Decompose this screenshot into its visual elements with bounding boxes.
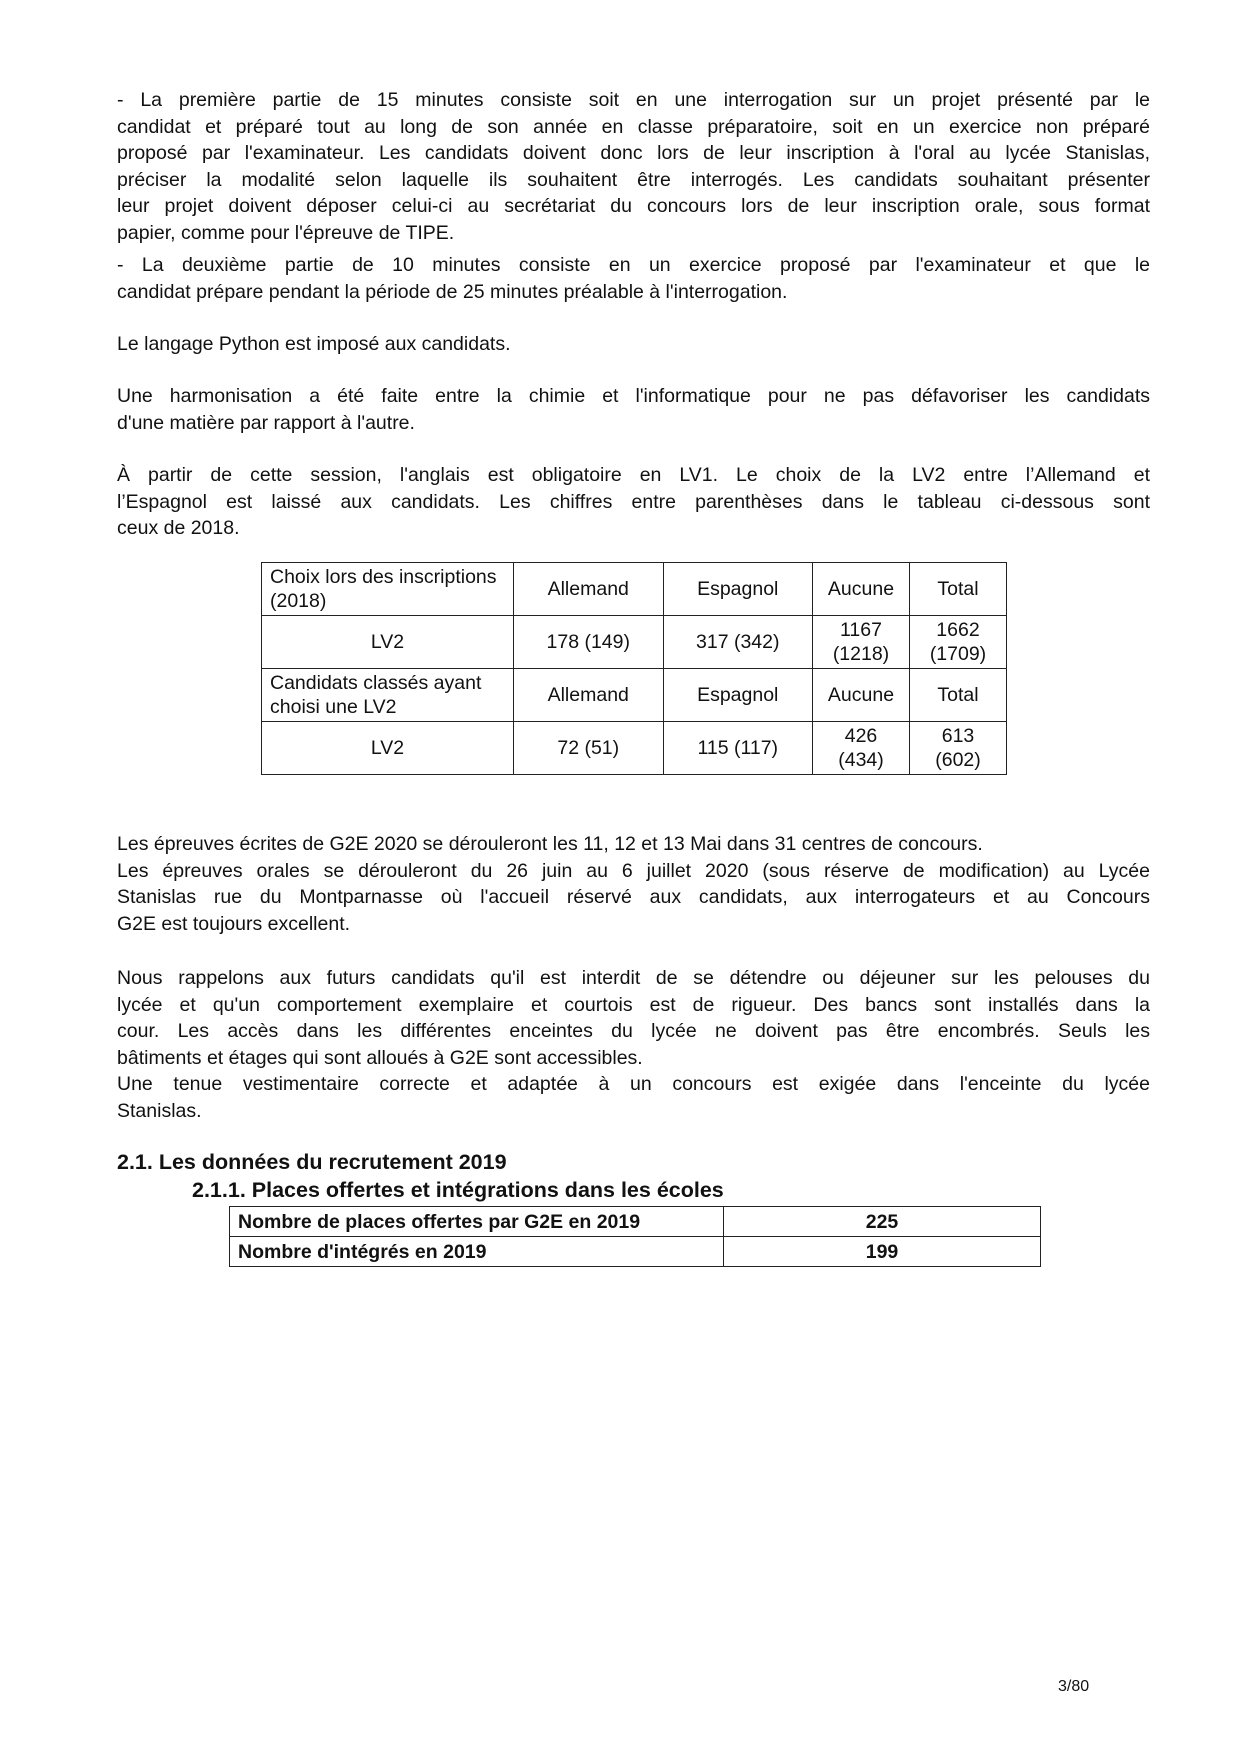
text-line: Les épreuves écrites de G2E 2020 se dérouleront les 11, 12 et 13 Mai dans 31 centres de concours. [117,833,983,855]
table-cell: Total [910,669,1007,722]
text-line: Nous rappelons aux futurs candidats qu'il est interdit de se détendre ou déjeuner sur les pelouses du [117,967,1150,989]
paragraph-languages [117,462,1150,542]
table-cell: Nombre d'intégrés en 2019 [230,1237,724,1267]
table-cell: Allemand [514,669,664,722]
lv2-table [261,562,1007,775]
table-cell: 317 (342) [663,616,813,669]
table-row [262,616,1007,669]
text-line: leur projet doivent déposer celui-ci au secrétariat du concours lors de leur inscription orale, sous format [117,195,1150,218]
text-line: candidat prépare pendant la période de 25 minutes préalable à l'interrogation. [117,280,788,303]
text-line: Le langage Python est imposé aux candidats. [117,333,511,355]
table-cell: Aucune [813,669,910,722]
table-cell: Nombre de places offertes par G2E en 2019 [230,1207,724,1237]
table-cell: 426 (434) [813,722,910,775]
paragraph-exam-dates [117,831,1150,937]
text-line: lycée et qu'un comportement exemplaire et courtois est de rigueur. Des bancs sont installés dans la [117,993,1150,1016]
table-row [262,563,1007,616]
table-cell: 72 (51) [514,722,664,775]
text-line: l’Espagnol est laissé aux candidats. Les chiffres entre parenthèses dans le tableau ci-dessous sont [117,490,1150,513]
text-line: - La première partie de 15 minutes consiste soit en une interrogation sur un projet présenté par le [117,89,1150,111]
paragraph-python [117,331,1150,358]
table-row [262,722,1007,775]
table-cell: Allemand [514,563,664,616]
text-line: ceux de 2018. [117,517,240,540]
text-line: cour. Les accès dans les différentes enceintes du lycée ne doivent pas être encombrés. Seuls les [117,1020,1150,1043]
text-line: préciser la modalité selon laquelle ils souhaitent être interrogés. Les candidats souhaitant présenter [117,168,1150,191]
table-cell: Candidats classés ayant choisi une LV2 [262,669,514,722]
text-line: À partir de cette session, l'anglais est obligatoire en LV1. Le choix de la LV2 entre l’Allemand et [117,464,1150,486]
subsection-heading: 2.1.1. Places offertes et intégrations dans les écoles [192,1178,724,1202]
table-cell: Total [910,563,1007,616]
paragraph-oral-part-one [117,87,1150,247]
text-line: G2E est toujours excellent. [117,912,351,935]
text-line: candidat et préparé tout au long de son année en classe préparatoire, soit en un exercice non préparé [117,115,1150,138]
table-row [230,1237,1041,1267]
paragraph-oral-part-two [117,252,1150,305]
table-cell: Espagnol [663,669,813,722]
page-number: 3/80 [1058,1678,1090,1695]
paragraph-harmonisation [117,383,1150,436]
table-cell: 1662 (1709) [910,616,1007,669]
places-table [229,1206,1041,1267]
section-heading: 2.1. Les données du recrutement 2019 [117,1150,507,1174]
table-cell: 115 (117) [663,722,813,775]
table-row [230,1207,1041,1237]
table-cell: LV2 [262,616,514,669]
table-cell: 1167 (1218) [813,616,910,669]
text-line: Stanislas. [117,1099,202,1122]
table-row [262,669,1007,722]
text-line: Les épreuves orales se dérouleront du 26 juin au 6 juillet 2020 (sous réserve de modification) au Lycée [117,859,1150,882]
text-line: Une harmonisation a été faite entre la chimie et l'informatique pour ne pas défavoriser les candidats [117,385,1150,407]
text-line: proposé par l'examinateur. Les candidats doivent donc lors de leur inscription à l'oral au lycée Stanislas, [117,142,1150,165]
text-line: Stanislas rue du Montparnasse où l'accueil réservé aux candidats, aux interrogateurs et au Concours [117,886,1150,909]
text-line: d'une matière par rapport à l'autre. [117,411,415,434]
table-cell: Choix lors des inscriptions (2018) [262,563,514,616]
table-cell: Aucune [813,563,910,616]
table-cell: 178 (149) [514,616,664,669]
table-cell: LV2 [262,722,514,775]
paragraph-conduct-rules [117,965,1150,1125]
table-cell: Espagnol [663,563,813,616]
text-line: papier, comme pour l'épreuve de TIPE. [117,221,455,244]
text-line: bâtiments et étages qui sont alloués à G2E sont accessibles. [117,1046,643,1069]
text-line: Une tenue vestimentaire correcte et adaptée à un concours est exigée dans l'enceinte du lycée [117,1073,1150,1096]
table-cell: 613 (602) [910,722,1007,775]
table-cell: 225 [724,1207,1041,1237]
text-line: - La deuxième partie de 10 minutes consiste en un exercice proposé par l'examinateur et que le [117,254,1150,276]
table-cell: 199 [724,1237,1041,1267]
